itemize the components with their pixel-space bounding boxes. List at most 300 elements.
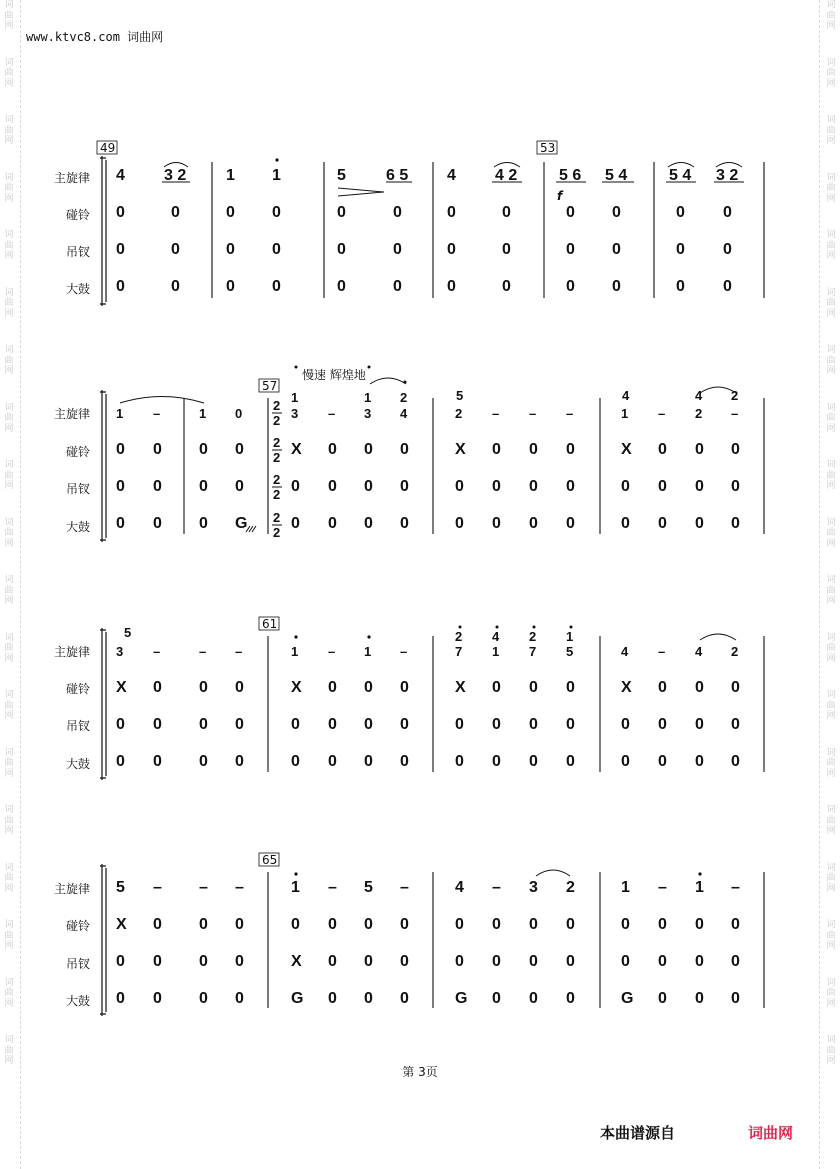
percussion-note: 0 [492,716,501,733]
percussion-note: X [291,441,302,458]
label-drum: 大鼓 [66,757,91,771]
watermark-char: 词 [4,57,14,68]
melody-note: 5 [566,644,574,659]
melody-note: 2 [695,406,703,421]
label-cymbal: 吊钗 [66,719,91,733]
melody-note: 1 [621,879,630,896]
percussion-note: 0 [400,679,409,696]
percussion-note: 0 [492,990,501,1007]
watermark-char: 词 [4,287,14,298]
percussion-note: 0 [529,753,538,770]
watermark-char: 网 [4,251,14,261]
watermark-char: 词 [826,345,836,355]
percussion-note: 0 [695,679,704,696]
percussion-note: 0 [566,916,575,933]
percussion-note: 0 [492,441,501,458]
label-melody: 主旋律 [54,171,91,185]
watermark-char: 曲 [826,183,836,193]
dash-mark: – [199,879,208,896]
melody-note: 6 5 [386,167,409,184]
percussion-note: 0 [291,753,300,770]
watermark-char: 曲 [4,988,14,998]
watermark-char: 网 [826,136,836,146]
percussion-note: 0 [153,953,162,970]
percussion-note: 0 [621,916,630,933]
octave-dot [294,872,297,875]
watermark-char: 网 [4,998,14,1009]
watermark-char: 曲 [826,1045,836,1056]
watermark-char: 曲 [826,643,836,653]
percussion-note: 0 [364,478,373,495]
percussion-note: 0 [731,515,740,532]
percussion-note: 0 [291,478,300,495]
dash-mark: – [529,406,537,421]
measure-number: 49 [100,141,116,155]
label-drum: 大鼓 [66,282,91,296]
watermark-char: 曲 [4,930,14,941]
percussion-note: X [116,916,127,933]
melody-note: 7 [455,644,463,659]
percussion-note: 0 [199,478,208,495]
system3-markings [700,634,736,640]
watermark-char: 网 [4,826,14,836]
percussion-note: 0 [364,679,373,696]
percussion-note: 0 [455,916,464,933]
upper-note: 4 [622,388,630,403]
percussion-note: 0 [731,716,740,733]
percussion-note: 0 [676,204,685,221]
dash-mark: – [492,406,500,421]
watermark-char: 网 [4,653,14,664]
percussion-note: 0 [723,278,732,295]
percussion-note: 0 [364,515,373,532]
percussion-note: 0 [731,679,740,696]
percussion-note: 0 [153,441,162,458]
instrument-labels [54,170,90,1008]
watermark-char: 网 [826,826,836,836]
percussion-note: X [621,679,632,696]
octave-dot [698,872,701,875]
percussion-note: 0 [400,441,409,458]
percussion-note: 0 [492,916,501,933]
dash-mark: – [153,879,162,896]
percussion-note: 0 [116,204,125,221]
melody-note: 1 [492,644,500,659]
melody-note: 3 [291,406,299,421]
percussion-note: 0 [272,241,281,258]
watermark-char: 曲 [4,298,14,308]
percussion-note: 0 [612,241,621,258]
dash-mark: – [731,879,740,896]
percussion-note: 0 [695,953,704,970]
octave-dot [275,158,278,161]
percussion-note: 0 [658,679,667,696]
watermark-char: 曲 [4,470,14,481]
watermark-char: 词 [826,0,836,10]
percussion-note: 0 [566,441,575,458]
percussion-note: 0 [566,753,575,770]
percussion-note: 0 [337,241,346,258]
percussion-note: 0 [364,441,373,458]
watermark-char: 网 [4,883,14,894]
watermark-char: 曲 [4,413,14,423]
melody-note: 1 [364,644,372,659]
percussion-note: 0 [731,916,740,933]
percussion-note: 0 [447,241,456,258]
upper-note: 1 [291,390,299,405]
system4-markings [536,870,570,876]
watermark-char: 词 [4,862,14,873]
percussion-note: 0 [723,204,732,221]
watermark-char: 词 [4,1035,14,1045]
percussion-note: 0 [731,990,740,1007]
watermark-char: 曲 [4,68,14,78]
percussion-note: 0 [492,953,501,970]
percussion-note: 0 [153,679,162,696]
percussion-note: 0 [226,278,235,295]
time-sig-bottom: 2 [273,487,281,502]
watermark-char: 网 [826,711,836,721]
dash-mark: – [235,879,244,896]
watermark-char: 曲 [4,815,14,826]
melody-note: 4 [621,644,629,659]
percussion-note: 0 [400,916,409,933]
percussion-note: 0 [328,916,337,933]
percussion-note: 0 [455,716,464,733]
octave-dot [367,635,370,638]
dash-mark: – [658,644,666,659]
percussion-note: 0 [199,679,208,696]
footer-site: 词曲网 [748,1124,794,1142]
upper-note: 4 [492,629,500,644]
watermark-char: 词 [826,1035,836,1045]
label-cymbal: 吊钗 [66,957,91,971]
percussion-note: 0 [235,953,244,970]
percussion-note: 0 [612,278,621,295]
watermark-char: 网 [826,998,836,1009]
percussion-note: 0 [153,990,162,1007]
percussion-note: 0 [328,753,337,770]
watermark-char: 词 [4,747,14,758]
melody-note: 5 4 [605,167,628,184]
watermark-char: 网 [4,308,14,319]
dash-mark: – [328,406,336,421]
percussion-note: 0 [695,916,704,933]
dash-mark: – [235,644,243,659]
melody-note: 5 [337,167,346,184]
watermark-char: 网 [4,193,14,204]
watermark-char: 网 [826,653,836,664]
watermark-char: 词 [4,345,14,355]
label-bell: 碰铃 [66,445,91,459]
percussion-note: 0 [199,515,208,532]
percussion-note: 0 [529,441,538,458]
percussion-note: 0 [153,753,162,770]
watermark-char: 网 [4,423,14,434]
percussion-note: 0 [393,278,402,295]
watermark-char: 网 [4,21,14,31]
melody-note: 3 2 [164,167,187,184]
percussion-note: 0 [116,241,125,258]
note-layer [116,167,740,1007]
measure-number: 57 [262,379,278,393]
percussion-note: 0 [529,916,538,933]
watermark-char: 网 [826,423,836,434]
time-sig-bottom: 2 [273,450,281,465]
watermark-char: 网 [4,481,14,491]
watermark-char: 曲 [4,1045,14,1056]
percussion-note: 0 [455,515,464,532]
percussion-note: 0 [566,515,575,532]
watermark-char: 网 [4,366,14,376]
watermark-char: 曲 [826,700,836,711]
percussion-note: 0 [291,916,300,933]
watermark-char: 词 [4,460,14,470]
percussion-note: 0 [695,478,704,495]
watermark-char: 词 [4,172,14,183]
label-cymbal: 吊钗 [66,245,91,259]
percussion-note: 0 [529,953,538,970]
watermark-char: 曲 [4,125,14,136]
watermark-char: 曲 [826,355,836,366]
percussion-note: 0 [328,679,337,696]
percussion-note: 0 [492,515,501,532]
watermark-char: 词 [4,575,14,585]
melody-note: 3 2 [716,167,739,184]
melody-note: 3 [364,406,372,421]
watermark-char: 曲 [826,470,836,481]
percussion-note: 0 [400,478,409,495]
watermark-char: 曲 [4,585,14,596]
dash-mark: – [400,879,409,896]
percussion-note: 0 [658,441,667,458]
dash-mark: – [153,406,161,421]
percussion-note: 0 [695,441,704,458]
watermark-char: 网 [4,1056,14,1066]
dash-mark: – [658,879,667,896]
watermark-char: 网 [826,768,836,779]
percussion-note: 0 [235,753,244,770]
percussion-note: 0 [612,204,621,221]
percussion-note: 0 [153,515,162,532]
watermark-char: 曲 [4,183,14,193]
watermark-char: 曲 [826,240,836,251]
percussion-note: X [291,679,302,696]
percussion-note: 0 [400,953,409,970]
percussion-note: 0 [566,241,575,258]
watermark-char: 词 [4,402,14,413]
percussion-note: 0 [328,716,337,733]
percussion-note: 0 [171,278,180,295]
percussion-note: 0 [116,990,125,1007]
watermark-char: 曲 [826,413,836,423]
percussion-note: 0 [658,515,667,532]
percussion-note: 0 [199,916,208,933]
percussion-note: 0 [566,716,575,733]
watermark-char: 词 [4,977,14,988]
label-bell: 碰铃 [66,682,91,696]
percussion-note: 0 [199,990,208,1007]
melody-note: 1 [291,879,300,896]
percussion-note: 0 [400,716,409,733]
melody-note: 4 [455,879,464,896]
measure-number: 61 [262,617,278,631]
label-melody: 主旋律 [54,882,91,896]
percussion-note: X [455,679,466,696]
percussion-note: 0 [447,204,456,221]
watermark-char: 词 [826,115,836,125]
percussion-note: 0 [364,753,373,770]
watermark-char: 词 [826,172,836,183]
watermark-char: 网 [4,78,14,89]
percussion-note: 0 [492,753,501,770]
percussion-note: 0 [153,716,162,733]
percussion-note: 0 [153,478,162,495]
percussion-note: X [291,953,302,970]
melody-note: 1 [272,167,281,184]
percussion-note: 0 [235,441,244,458]
melody-note: 4 [695,644,703,659]
percussion-note: 0 [731,953,740,970]
percussion-note: 0 [621,953,630,970]
percussion-note: G [291,990,304,1007]
watermark-char: 网 [4,596,14,606]
watermark-char: 曲 [826,873,836,883]
percussion-note: 0 [116,278,125,295]
watermark-char: 词 [826,575,836,585]
percussion-note: 0 [364,716,373,733]
upper-note: 1 [566,629,574,644]
site-name: 词曲网 [127,30,164,44]
percussion-note: 0 [529,515,538,532]
time-sig-top: 2 [273,435,281,450]
watermark-char: 曲 [826,585,836,596]
percussion-note: 0 [695,753,704,770]
watermark-char: 词 [4,920,14,930]
melody-note: 0 [235,406,243,421]
percussion-note: 0 [364,953,373,970]
label-cymbal: 吊钗 [66,482,91,496]
percussion-note: 0 [393,204,402,221]
percussion-note: 0 [328,515,337,532]
watermark-char: 词 [4,632,14,643]
watermark-char: 网 [826,21,836,31]
percussion-note: 0 [566,204,575,221]
watermark-char: 网 [826,366,836,376]
upper-note: 2 [455,629,463,644]
percussion-note: 0 [566,478,575,495]
percussion-note: 0 [502,204,511,221]
percussion-note: 0 [116,441,125,458]
percussion-note: 0 [291,716,300,733]
watermark-char: 词 [826,977,836,988]
percussion-note: 0 [116,953,125,970]
dash-mark: – [400,644,408,659]
measure-number: 65 [262,853,278,867]
watermark-char: 曲 [4,10,14,21]
upper-voice [124,625,573,644]
percussion-note: 0 [492,478,501,495]
percussion-note: 0 [328,990,337,1007]
watermark-char: 词 [4,517,14,528]
percussion-note: 0 [658,716,667,733]
percussion-note: 0 [658,478,667,495]
percussion-note: 0 [731,478,740,495]
percussion-note: 0 [695,515,704,532]
time-signature [272,398,282,540]
watermark-char: 词 [826,230,836,240]
percussion-note: 0 [658,990,667,1007]
percussion-note: 0 [116,478,125,495]
watermark-char: 词 [826,57,836,68]
watermark-char: 网 [4,711,14,721]
dynamic-mark: f [557,189,563,203]
percussion-note: 0 [455,478,464,495]
percussion-note: 0 [529,716,538,733]
percussion-note: 0 [621,478,630,495]
upper-note: 1 [364,390,372,405]
tempo-text: 慢速 辉煌地 [302,368,366,382]
watermark-char: 词 [826,517,836,528]
percussion-note: 0 [199,753,208,770]
upper-note: 4 [695,388,703,403]
time-sig-top: 2 [273,398,281,413]
watermark-char: 词 [4,115,14,125]
percussion-note: 0 [337,204,346,221]
watermark-char: 曲 [826,125,836,136]
watermark-char: 网 [826,251,836,261]
watermark-char: 曲 [4,873,14,883]
label-melody: 主旋律 [54,645,91,659]
melody-note: 1 [116,406,124,421]
percussion-note: 0 [502,278,511,295]
percussion-note: 0 [695,716,704,733]
percussion-note: 0 [235,679,244,696]
percussion-note: 0 [621,753,630,770]
dash-mark: – [328,879,337,896]
watermark-char: 词 [826,460,836,470]
watermark-char: 词 [826,747,836,758]
percussion-note: 0 [364,916,373,933]
label-bell: 碰铃 [66,919,91,933]
melody-note: 2 [566,879,575,896]
time-sig-bottom: 2 [273,525,281,540]
percussion-note: 0 [337,278,346,295]
percussion-note: 0 [731,753,740,770]
percussion-note: 0 [455,953,464,970]
percussion-note: 0 [566,278,575,295]
percussion-note: 0 [676,241,685,258]
roll-mark [246,526,256,532]
watermark-char: 网 [826,193,836,204]
melody-note: 4 [116,167,125,184]
melody-note: 3 [116,644,124,659]
percussion-note: 0 [676,278,685,295]
percussion-note: G [621,990,634,1007]
dash-mark: – [731,406,739,421]
percussion-note: 0 [116,716,125,733]
percussion-note: 0 [116,753,125,770]
dash-mark: – [328,644,336,659]
watermark-char: 网 [826,538,836,549]
site-url: www.ktvc8.com [26,30,120,44]
watermark-char: 词 [826,862,836,873]
percussion-note: 0 [226,241,235,258]
melody-note: 1 [291,644,299,659]
melody-note: 4 2 [495,167,518,184]
time-sig-top: 2 [273,472,281,487]
dash-mark: – [658,406,666,421]
